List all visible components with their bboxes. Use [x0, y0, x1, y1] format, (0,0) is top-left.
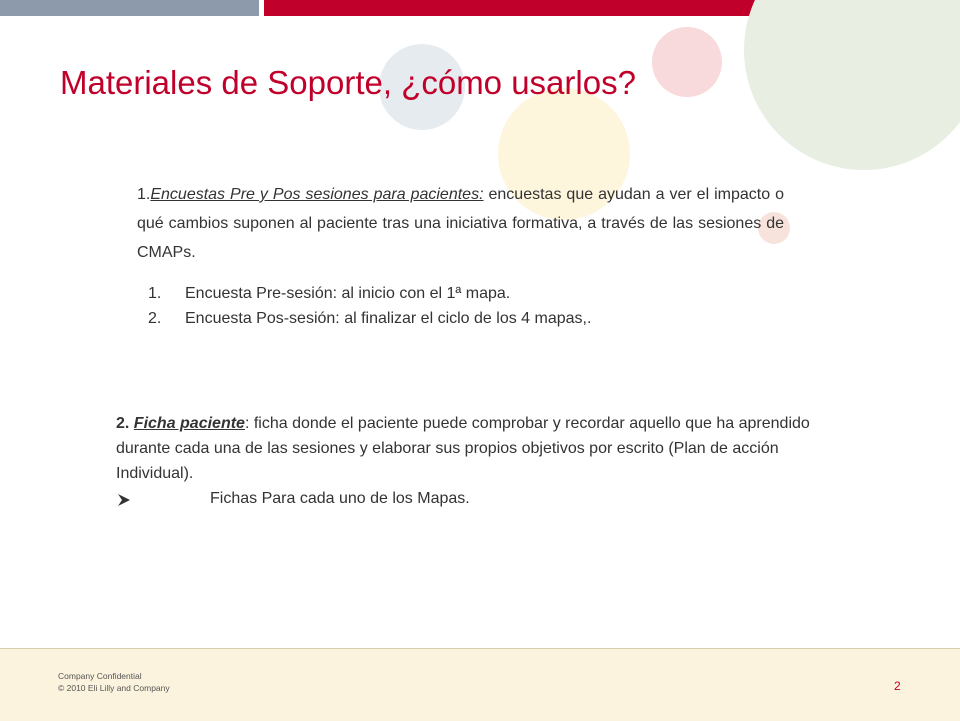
section2-text: : ficha donde el paciente puede comprobar y recordar aquello que ha aprendido durante cada una de las sesiones y elaborar sus propios objetivos por escrito (Plan de acción Individual). [116, 415, 810, 482]
section1-prefix: 1. [137, 186, 151, 203]
arrow-bullet-icon [116, 491, 132, 507]
list-item-number: 1. [148, 285, 162, 302]
section2-body [116, 411, 836, 486]
list-item-text: Encuesta Pos-sesión: al finalizar el ciclo de los 4 mapas,. [185, 310, 592, 327]
list-item-text: Encuesta Pre-sesión: al inicio con el 1ª mapa. [185, 285, 511, 302]
decorative-circle-green [744, 0, 960, 170]
bullet-item [116, 486, 836, 511]
footer-copyright: © 2010 Eli Lilly and Company [58, 683, 170, 693]
bullet-text: Fichas Para cada uno de los Mapas. [210, 490, 470, 507]
slide-title: Materiales de Soporte, ¿cómo usarlos? [60, 64, 636, 101]
section1-heading: Encuestas Pre y Pos sesiones para pacientes: [150, 186, 484, 203]
list-item [148, 281, 788, 306]
section2-paragraph [116, 411, 836, 511]
decorative-circle-pink [652, 27, 722, 97]
header-bar-gray [0, 0, 259, 16]
page-number: 2 [894, 679, 901, 693]
section2-prefix: 2. [116, 415, 134, 432]
section1-text: encuestas que ayudan a ver el impacto o qué cambios suponen al paciente tras una iniciativa formativa, a través de las sesiones de CMAPs. [137, 186, 785, 261]
survey-list [148, 281, 788, 331]
list-item-number: 2. [148, 310, 162, 327]
section2-heading: Ficha paciente [133, 415, 245, 432]
footer-confidential: Company Confidential [58, 671, 142, 681]
section1-paragraph [137, 180, 784, 267]
list-item [148, 306, 788, 331]
